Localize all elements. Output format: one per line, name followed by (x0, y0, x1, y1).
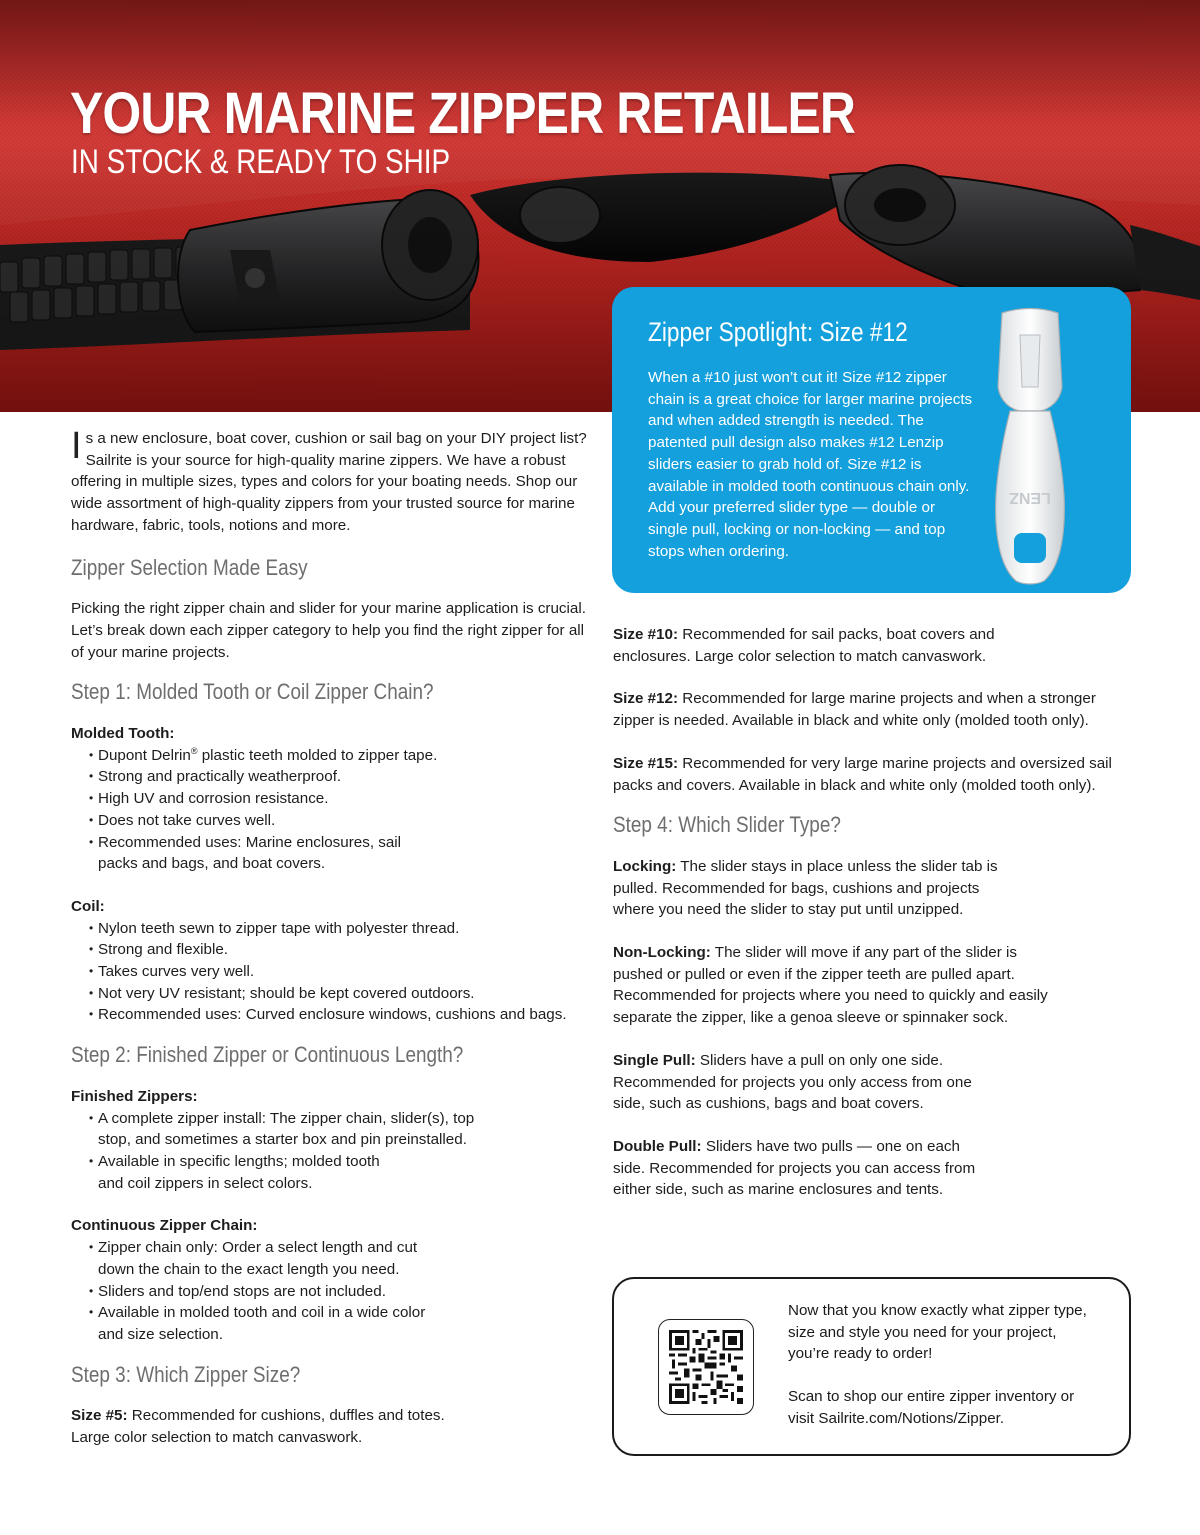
qr-code-icon[interactable] (669, 1330, 743, 1404)
step2-heading: Step 2: Finished Zipper or Continuous Length? (71, 1042, 464, 1068)
step4-heading: Step 4: Which Slider Type? (613, 812, 841, 838)
coil-list (89, 918, 591, 1027)
drop-cap: I (71, 425, 82, 467)
step1-heading: Step 1: Molded Tooth or Coil Zipper Chain? (71, 679, 434, 705)
order-text-1: Now that you know exactly what zipper type, size and style you need for your project, you’re ready to order! (788, 1302, 1087, 1363)
molded-tooth-list (89, 745, 591, 875)
size12-paragraph: Size #12: Recommended for large marine projects and when a stronger zipper is needed. Available in black and white only (molded tooth only). (613, 690, 1096, 730)
page-subtitle: IN STOCK & READY TO SHIP (71, 143, 451, 181)
size10-paragraph: Size #10: Recommended for sail packs, boat covers and enclosures. Large color selection to match canvaswork. (613, 626, 995, 665)
list-item: • Available in specific lengths; molded tooth and coil zippers in select colors. (89, 1151, 399, 1194)
list-item: • Dupont Delrin® plastic teeth molded to zipper tape. (89, 745, 591, 767)
zipper-spotlight-box (612, 287, 1131, 593)
order-text (788, 1300, 1098, 1430)
intro-paragraph (71, 425, 591, 537)
list-item: • Zipper chain only: Order a select length and cut down the chain to the exact length you need. (89, 1237, 439, 1280)
order-text-2: Scan to shop our entire zipper inventory or visit Sailrite.com/Notions/Zipper. (788, 1388, 1075, 1427)
spotlight-text: When a #10 just won’t cut it! Size #12 zipper chain is a great choice for larger marine projects and when added strength is needed. The patented pull design also makes #12 Lenzip sliders easier to grab hold of. Size #12 is available in molded tooth continuous chain only. Add your preferred slider type — double or single pull, locking or non-locking — and top stops when ordering. (648, 369, 973, 560)
order-callout-box (612, 1277, 1131, 1456)
right-column (613, 624, 1133, 1201)
list-item: • Nylon teeth sewn to zipper tape with polyester thread. (89, 918, 591, 940)
list-item: • Recommended uses: Curved enclosure windows, cushions and bags. (89, 1004, 591, 1026)
continuous-chain-list (89, 1237, 591, 1346)
spotlight-title: Zipper Spotlight: Size #12 (648, 317, 908, 347)
finished-zippers-list (89, 1108, 591, 1195)
qr-code-frame[interactable] (658, 1319, 754, 1415)
svg-text:LENZ: LENZ (1009, 489, 1051, 506)
list-item: • Not very UV resistant; should be kept covered outdoors. (89, 983, 591, 1005)
page-title: YOUR MARINE ZIPPER RETAILER (70, 81, 856, 146)
list-item: • Strong and flexible. (89, 939, 591, 961)
left-column (71, 425, 591, 1449)
list-item: • Strong and practically weatherproof. (89, 766, 591, 788)
locking-paragraph: Locking: The slider stays in place unless the slider tab is pulled. Recommended for bags, cushions and projects where you need the slider to stay put until unzipped. (613, 857, 998, 919)
coil-label: Coil: (71, 897, 105, 915)
list-item: • High UV and corrosion resistance. (89, 788, 591, 810)
list-item: • Takes curves very well. (89, 961, 591, 983)
list-item: • Does not take curves well. (89, 810, 591, 832)
step3-heading: Step 3: Which Zipper Size? (71, 1361, 301, 1387)
size5-paragraph: Size #5: Recommended for cushions, duffles and totes. Large color selection to match canvaswork. (71, 1407, 445, 1447)
molded-tooth-label: Molded Tooth: (71, 725, 175, 743)
intro-text: s a new enclosure, boat cover, cushion or sail bag on your DIY project list? Sailrite is your source for high-quality marine zippers. We have a robust offering in multiple sizes, types and colors for your boating needs. Shop our wide assortment of high-quality zippers from your trusted source for marine hardware, fabric, tools, notions and more. (71, 430, 587, 534)
white-zipper-slider-image (980, 305, 1080, 587)
list-item: • Available in molded tooth and coil in a wide color and size selection. (89, 1302, 449, 1345)
size15-paragraph: Size #15: Recommended for very large marine projects and oversized sail packs and covers. Available in black and white only (molded tooth only). (613, 754, 1112, 794)
list-item: • Recommended uses: Marine enclosures, sail packs and bags, and boat covers. (89, 832, 409, 875)
selection-text: Picking the right zipper chain and slider for your marine application is crucial. Let’s break down each zipper category to help you find the right zipper for all of your marine projects. (71, 600, 586, 661)
list-item: • A complete zipper install: The zipper chain, slider(s), top stop, and sometimes a starter box and pin preinstalled. (89, 1108, 489, 1151)
double-pull-paragraph: Double Pull: Sliders have two pulls — one on each side. Recommended for projects you can access from either side, such as marine enclosures and tents. (613, 1137, 976, 1199)
single-pull-paragraph: Single Pull: Sliders have a pull on only one side. Recommended for projects you only access from one side, such as cushions, bags and boat covers. (613, 1051, 972, 1113)
list-item: • Sliders and top/end stops are not included. (89, 1281, 591, 1303)
continuous-chain-label: Continuous Zipper Chain: (71, 1217, 258, 1235)
finished-zippers-label: Finished Zippers: (71, 1087, 198, 1105)
selection-heading: Zipper Selection Made Easy (71, 554, 308, 580)
non-locking-paragraph: Non-Locking: The slider will move if any part of the slider is pushed or pulled or even if the zipper teeth are pulled apart. Recommended for projects where you need to quickly and easily separate the zipper, like a genoa sleeve or spinnaker sock. (613, 944, 1048, 1027)
